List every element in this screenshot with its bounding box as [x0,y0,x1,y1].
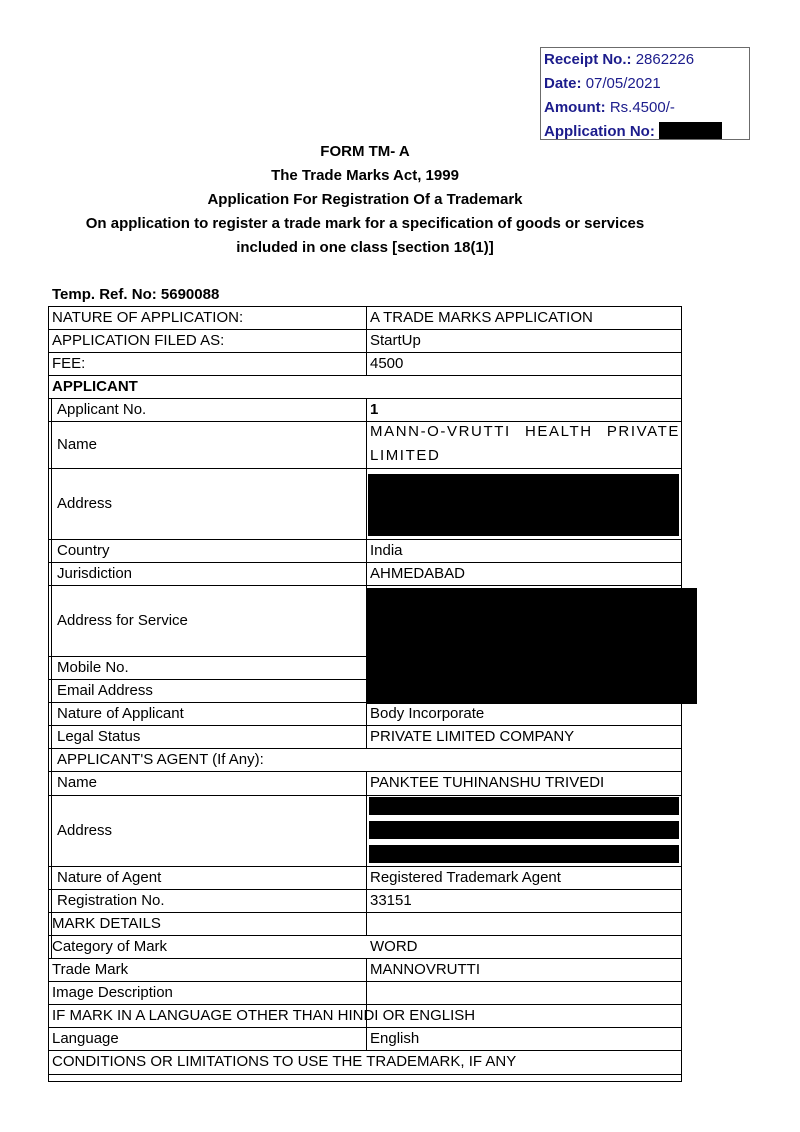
agent-name-value: PANKTEE TUHINANSHU TRIVEDI [370,774,605,791]
receipt-amount-label: Amount: [544,99,606,116]
language-label: Language [52,1030,119,1047]
applicant-no-label: Applicant No. [57,401,147,418]
registration-no-label: Registration No. [57,892,165,909]
email-address-label: Email Address [57,682,153,699]
applicant-section-header: APPLICANT [52,378,138,395]
fee-value: 4500 [370,355,404,372]
temp-ref-number: Temp. Ref. No: 5690088 [52,286,220,303]
trade-mark-value: MANNOVRUTTI [370,961,480,978]
receipt-date-label: Date: [544,75,582,92]
form-description-line-2: included in one class [section 18(1)] [236,239,494,256]
receipt-date: 07/05/2021 [585,75,661,92]
jurisdiction-label: Jurisdiction [57,565,133,582]
application-form-table [48,306,682,1082]
row-divider [48,468,682,469]
row-divider [48,1074,682,1075]
applicant-no-value: 1 [370,401,379,418]
application-number-label: Application No: [544,123,655,140]
filed-as-label: APPLICATION FILED AS: [52,332,225,349]
applicant-name-value: MANN-O-VRUTTI HEALTH PRIVATE LIMITED [370,423,680,464]
filed-as-value: StartUp [370,332,421,349]
legal-status-label: Legal Status [57,728,141,745]
mobile-no-label: Mobile No. [57,659,129,676]
language-value: English [370,1030,420,1047]
image-description-label: Image Description [52,984,173,1001]
form-heading [0,140,730,260]
service-contact-redaction [367,588,697,704]
act-title: The Trade Marks Act, 1999 [271,167,459,184]
nature-of-applicant-value: Body Incorporate [370,705,485,722]
row-divider [48,1081,682,1082]
receipt-amount: Rs.4500/- [609,99,675,116]
legal-status-value: PRIVATE LIMITED COMPANY [370,728,575,745]
nature-of-agent-label: Nature of Agent [57,869,162,886]
row-divider [48,539,682,540]
agent-address-redaction-3 [369,845,679,863]
trade-mark-label: Trade Mark [52,961,129,978]
form-title: FORM TM- A [320,143,410,160]
row-divider [48,725,682,726]
agent-address-label: Address [57,822,113,839]
column-divider [366,306,367,375]
receipt-number-label: Receipt No.: [544,51,632,68]
address-for-service-label: Address for Service [57,612,188,629]
conditions-header: CONDITIONS OR LIMITATIONS TO USE THE TRADEMARK, IF ANY [52,1053,517,1070]
agent-section-header: APPLICANT'S AGENT (If Any): [57,751,264,768]
applicant-name-label: Name [57,436,98,453]
other-language-header: IF MARK IN A LANGUAGE OTHER THAN HINDI OR ENGLISH [52,1007,476,1024]
category-of-mark-label: Category of Mark [52,938,168,955]
column-divider [366,771,367,935]
row-divider [48,562,682,563]
row-divider [48,375,682,376]
row-divider [48,585,682,586]
receipt-date-line [544,72,749,96]
column-divider [366,1027,367,1050]
agent-name-label: Name [57,774,98,791]
receipt-box [540,47,750,140]
applicant-address-redaction [368,474,679,536]
fee-label: FEE: [52,355,86,372]
category-of-mark-value: WORD [370,938,418,955]
nature-of-application-label: NATURE OF APPLICATION: [52,309,244,326]
receipt-number-line [544,48,749,72]
country-value: India [370,542,403,559]
receipt-number: 2862226 [635,51,695,68]
row-divider [48,1027,682,1028]
agent-address-redaction-2 [369,821,679,839]
agent-address-redaction-1 [369,797,679,815]
nature-of-agent-value: Registered Trademark Agent [370,869,561,886]
row-divider [48,958,682,959]
applicant-address-label: Address [57,495,113,512]
nature-of-applicant-label: Nature of Applicant [57,705,184,722]
row-divider [48,352,682,353]
jurisdiction-value: AHMEDABAD [370,565,466,582]
mark-details-header: MARK DETAILS [52,915,161,932]
application-number-redaction [659,122,722,139]
applicant-block-inner-border [51,398,52,958]
receipt-amount-line [544,96,749,120]
nature-of-application-value: A TRADE MARKS APPLICATION [370,309,593,326]
table-left-border [48,306,49,1082]
row-divider [48,795,682,796]
country-label: Country [57,542,110,559]
form-subtitle: Application For Registration Of a Trademark [207,191,523,208]
form-description-line-1: On application to register a trade mark for a specification of goods or services [85,215,645,232]
registration-no-value: 33151 [370,892,412,909]
